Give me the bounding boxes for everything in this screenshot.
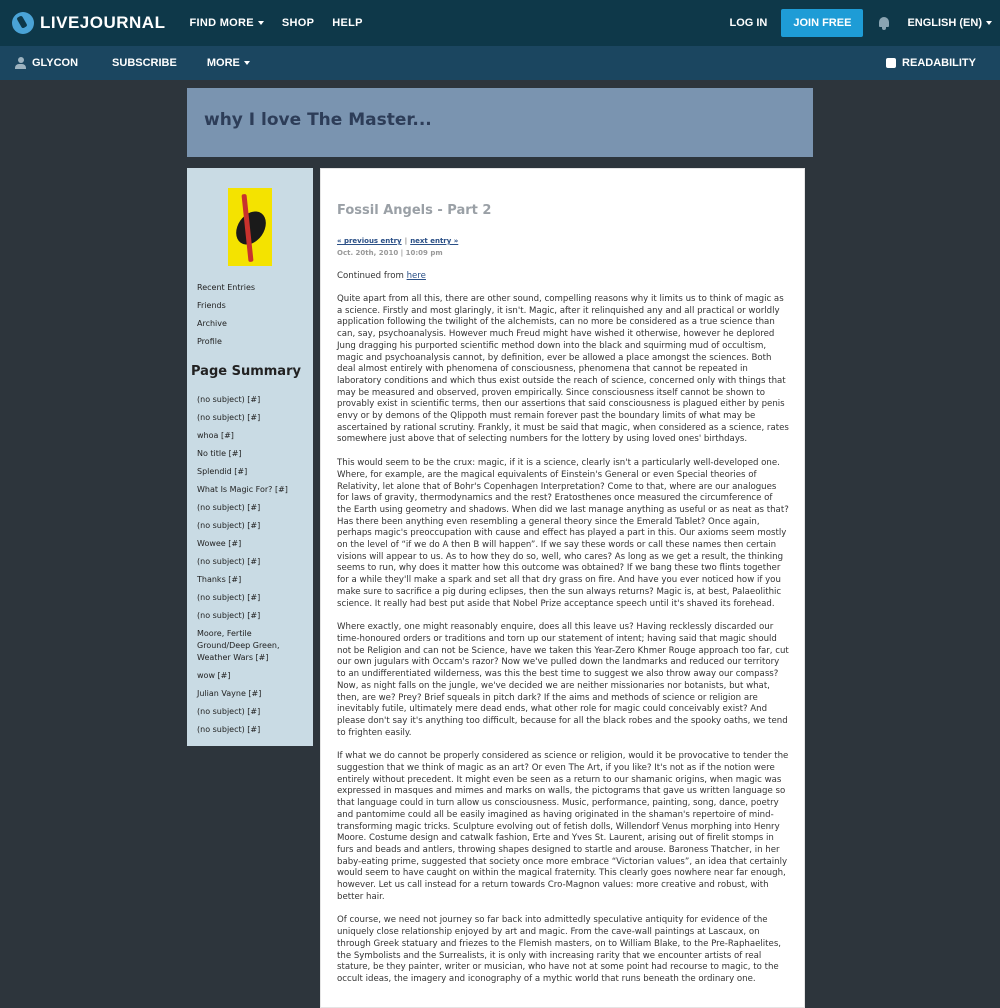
summary-item[interactable]: Julian Vayne [#] — [197, 689, 262, 698]
entry-body — [337, 294, 789, 998]
journal-bar — [0, 46, 1000, 80]
livejournal-logo-icon — [12, 12, 34, 34]
entry-paragraph: Of course, we need not journey so far back into admittedly speculative antiquity for evidence of the uniquely close relationship enjoyed by art and magic. From the cave-wall paintings at Lascaux, on through Greek statuary and friezes to the Flemish masters, on to William Blake, to the Pre-Raphaelites, the Symbolists and the Surrealists, it is only with increasing rarity that we encounter artists of real stature, be they painter, writer or musician, who have not at some point had recourse to magic, to the occult ideas, the imagery and iconography of a mythic world that runs beneath the ordinary one. — [337, 915, 782, 984]
readability-toggle[interactable] — [886, 57, 976, 69]
entry-paragraph: Where exactly, one might reasonably enquire, does all this leave us? Having recklessly discarded our time-honoured orders or traditions and torn up our statement of intent; having said that magic should not be Religion and can not be Science, have we taken this Year-Zero Khmer Rouge approach too far, cut our own jugulars with Occam's razor? Now we've pulled down the landmarks and reduced our territory to an undifferentiated wilderness, was this the best time to suggest we also throw away our compass? Now, as night falls on the jungle, we've decided we are neither missionaries nor botanists, but what, then, are we? Prey? Brief squeals in pitch dark? If the aims and methods of science or religion are inevitably futile, ultimately mere dead ends, what other role for magic could conceivably exist? And please don't say it's anything too difficult, because for all the black robes and the spooky oaths, we tend to frighten easily. — [337, 622, 789, 738]
continued-from-link[interactable]: here — [406, 271, 426, 281]
previous-entry-link[interactable]: « previous entry — [337, 237, 402, 245]
summary-item[interactable]: (no subject) [#] — [197, 593, 261, 602]
journal-title[interactable]: why I love The Master... — [204, 110, 432, 130]
page-summary-title: Page Summary — [191, 364, 301, 379]
summary-item[interactable]: wow [#] — [197, 671, 231, 680]
entry-paragraph: Quite apart from all this, there are other sound, compelling reasons why it limits us to think of magic as a science. Firstly and most glaringly, it isn't. Magic, after it relinquished any and all practical or worldly application following the twilight of the alchemists, can no more be considered as a true science than can, say, psychoanalysis. However much Freud might have wished it otherwise, however he deplored Jung dragging his purported scientific method down into the black and squirming mud of occultism, magic and psychoanalysis cannot, by definition, ever be allowed a place amongst the sciences. Both deal almost entirely with phenomena of consciousness, phenomena that cannot be repeated in laboratory conditions and which thus exist outside the reach of science, concerned only with things that may be measured and observed, proven empirically. Since consciousness itself cannot be shown to provably exist in scientific terms, then our assertions that said consciousness is plagued either by penis envy or by demons of the Qlippoth must remain forever past the boundary limits of what may be ascertained by rational scrutiny. Frankly, it must be said that magic, when considered as a science, rates somewhere just above that of selecting numbers for the lottery by using loved ones' birthdays. — [337, 294, 789, 445]
entry-paragraph: This would seem to be the crux: magic, if it is a science, clearly isn't a particularly well-developed one. Where, for example, are the magical equivalents of Einstein's General or even Special theories of Relativity, let alone that of Bohr's Copenhagen Interpretation? Come to that, where are our analogues for laws of gravity, thermodynamics and the rest? Eratosthenes once measured the circumference of the Earth using geometry and shadows. When did we last manage anything as useful or as neat as that? Has there been anything even resembling a general theory since the Emerald Tablet? Once again, perhaps magic's preoccupation with cause and effect has played a part in this. Our axioms seem mostly on the level of “if we do A then B will happen”. If we say these words or call these names then certain visions will appear to us. As to how they do so, well, who cares? As long as we get a result, the thinking seems to run, why does it matter how this outcome was obtained? If we bang these two flints together for a while they'll make a spark and set all that dry grass on fire. And have you ever noticed how if you make sure to sacrifice a pig during eclipses, then the sun always returns? Magic is, at best, Palaeolithic science. It really had best put aside that Nobel Prize acceptance speech until it's shaved its forehead. — [337, 458, 789, 609]
chevron-down-icon — [244, 61, 250, 65]
more-label: MORE — [206, 57, 240, 69]
continued-prefix: Continued from — [337, 271, 407, 281]
readability-checkbox[interactable] — [886, 58, 896, 68]
summary-item[interactable]: Thanks [#] — [197, 575, 242, 584]
summary-item[interactable]: Wowee [#] — [197, 539, 242, 548]
help-link[interactable]: HELP — [332, 17, 363, 29]
login-link[interactable]: LOG IN — [729, 17, 768, 29]
summary-item[interactable]: (no subject) [#] — [197, 557, 261, 566]
user-icon — [15, 57, 26, 69]
shop-link[interactable]: SHOP — [281, 17, 315, 29]
summary-item[interactable]: whoa [#] — [197, 431, 234, 440]
language-selector[interactable] — [907, 17, 992, 29]
sidebar-link-friends[interactable]: Friends — [197, 301, 226, 310]
sidebar — [187, 168, 313, 746]
join-free-button[interactable]: JOIN FREE — [781, 9, 863, 37]
entry-navigation — [337, 237, 458, 245]
summary-item[interactable]: What Is Magic For? [#] — [197, 485, 288, 494]
find-more-label: FIND MORE — [189, 17, 254, 29]
summary-item[interactable]: (no subject) [#] — [197, 611, 261, 620]
sidebar-link-profile[interactable]: Profile — [197, 337, 222, 346]
sidebar-link-recent-entries[interactable]: Recent Entries — [197, 283, 256, 292]
summary-item[interactable]: Moore, Fertile Ground/Deep Green, Weather Wars [#] — [197, 629, 280, 662]
readability-label: READABILITY — [902, 57, 976, 69]
summary-item[interactable]: (no subject) [#] — [197, 413, 261, 422]
livejournal-logo[interactable] — [12, 12, 165, 34]
chevron-down-icon — [986, 21, 992, 25]
subscribe-button[interactable]: SUBSCRIBE — [112, 57, 177, 69]
language-label: ENGLISH (EN) — [907, 17, 982, 29]
more-menu[interactable] — [207, 57, 250, 69]
summary-item[interactable]: (no subject) [#] — [197, 725, 261, 734]
journal-header — [187, 88, 813, 157]
entry-date: Oct. 20th, 2010 | 10:09 pm — [337, 249, 443, 257]
entry-content — [320, 168, 805, 1008]
bell-icon[interactable] — [877, 16, 891, 30]
summary-item[interactable]: (no subject) [#] — [197, 521, 261, 530]
summary-item[interactable]: No title [#] — [197, 449, 242, 458]
entry-paragraph: If what we do cannot be properly considered as science or religion, would it be provocative to tender the suggestion that we think of magic as an art? Or even The Art, if you like? It's not as if the notion were entirely without precedent. It might even be seen as a return to our shamanic origins, when magic was expressed in masques and mimes and marks on walls, the pictograms that gave us written language so that language could in turn allow us consciousness. Music, performance, painting, song, dance, poetry and pantomime could all be easily imagined as having originated in the shaman's repertoire of mind-transforming magic tricks. Sculpture evolving out of fetish dolls, Willendorf Venus morphing into Henry Moore. Costume design and catwalk fashion, Erte and Yves St. Laurent, arising out of firelit stomps in furs and beads and antlers, throwing shapes designed to startle and arouse. Baroness Thatcher, in her baby-eating prime, suggested that society once more embrace “Victorian values”, an idea that certainly would seem to have caught on within the magical fraternity. This clearly goes nowhere near far enough, however. Let us call instead for a return towards Cro-Magnon values: more creative and robust, with better hair. — [337, 751, 789, 902]
userpic[interactable] — [228, 188, 272, 266]
summary-item[interactable]: (no subject) [#] — [197, 395, 261, 404]
summary-item[interactable]: Splendid [#] — [197, 467, 248, 476]
entry-title: Fossil Angels - Part 2 — [337, 203, 492, 218]
sidebar-link-archive[interactable]: Archive — [197, 319, 227, 328]
sidebar-links — [197, 282, 255, 354]
top-right-controls — [729, 9, 992, 37]
top-navigation-bar — [0, 0, 1000, 46]
top-nav — [189, 17, 362, 29]
next-entry-link[interactable]: next entry » — [410, 237, 459, 245]
continued-from — [337, 271, 426, 281]
page-summary-list — [197, 394, 307, 742]
entry-nav-separator: | — [404, 237, 408, 245]
summary-item[interactable]: (no subject) [#] — [197, 503, 261, 512]
logo-text: LIVEJOURNAL — [40, 13, 166, 32]
chevron-down-icon — [258, 21, 264, 25]
journal-username: GLYCON — [32, 57, 79, 69]
journal-user[interactable] — [15, 57, 78, 69]
find-more-menu[interactable] — [189, 17, 263, 29]
summary-item[interactable]: (no subject) [#] — [197, 707, 261, 716]
